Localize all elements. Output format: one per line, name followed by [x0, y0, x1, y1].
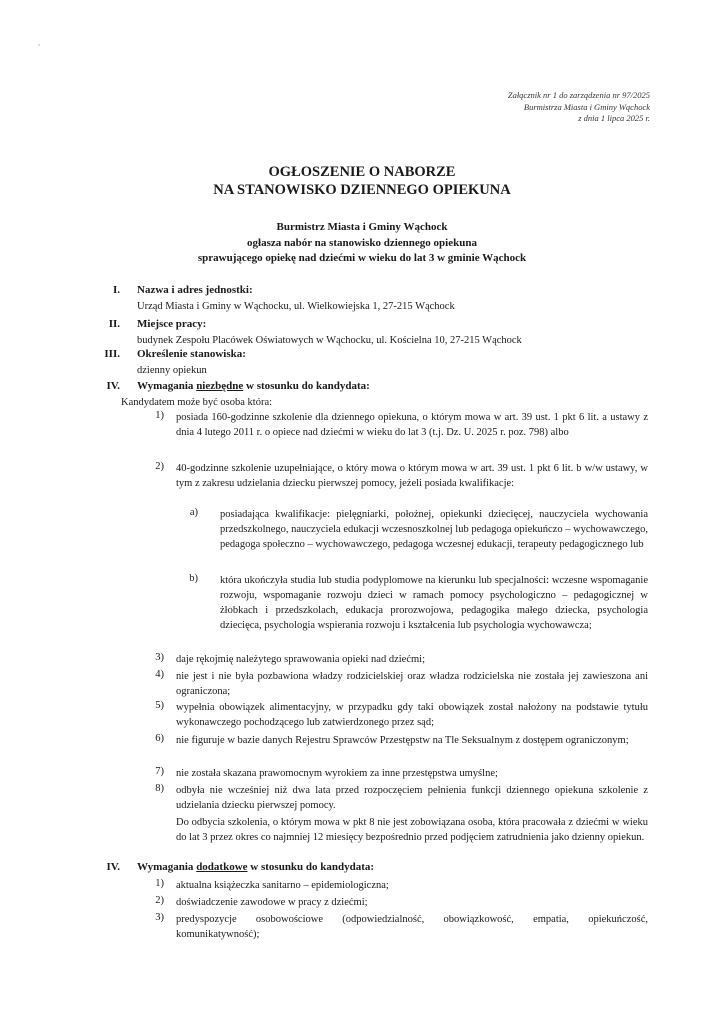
- section-1-number: I.: [112, 284, 120, 296]
- section-4-heading: [137, 380, 370, 392]
- document-title: [0, 163, 724, 199]
- req-item-7-text: nie została skazana prawomocnym wyrokiem za inne przestępstwa umyślne;: [176, 768, 498, 779]
- req-sub-b-number: b): [189, 573, 198, 584]
- section-5-heading-a: Wymagania: [137, 861, 194, 873]
- intro-line-3: sprawującego opiekę nad dziećmi w wieku do lat 3 w gminie Wąchock: [197, 252, 527, 264]
- section-3-heading: Określenie stanowiska:: [137, 348, 246, 360]
- req-item-5-number: 5): [155, 700, 164, 711]
- section-3-number: III.: [104, 348, 120, 360]
- intro-block: [0, 220, 724, 267]
- req-sub-a-number: a): [189, 507, 198, 518]
- req-item-8-text: odbyła nie wcześniej niż dwa lata przed rozpoczęciem pełnienia funkcji dziennego opiekuna szkolenie z udzielania dziecku pierwszej pomocy.: [176, 785, 648, 811]
- req-item-2-text: 40-godzinne szkolenie uzupełniające, o który mowa o którym mowa w art. 39 ust. 1 pkt 6 lit. b w/w ustawy, w tym z zakresu udzielania dziecku pierwszej pomocy, jeżeli posiada kwalifikacje:: [176, 463, 648, 489]
- extra-item-3-text: predyspozycje osobowościowe (odpowiedzialność, obowiązkowość, empatia, opiekuńczość, komunikatywność);: [176, 914, 648, 940]
- annex-stamp: [410, 90, 650, 125]
- req-sub-a-text: posiadająca kwalifikacje: pielęgniarki, położnej, opiekunki dziecięcej, nauczyciela wychowania przedszkolnego, nauczyciela edukacji wczesnoszkolnej lub pedagoga opiekuńczo – wychowawczego, pedagoga społeczno – wychowawczego, pedagoga wczesnej edukacji, terapeuty pedagogicznego lub: [220, 509, 648, 550]
- req-item-4-text: nie jest i nie była pozbawiona władzy rodzicielskiej oraz władza rodzicielska nie została jej zawieszona ani ograniczona;: [176, 671, 648, 697]
- req-item-2-number: 2): [155, 461, 164, 472]
- req-item-5-text: wypełnia obowiązek alimentacyjny, w przypadku gdy taki obowiązek został nałożony na podstawie tytułu wykonawczego pochodzącego lub zatwierdzonego przez sąd;: [176, 702, 648, 728]
- req-item-6-number: 6): [155, 733, 164, 744]
- req-item-7-number: 7): [155, 766, 164, 777]
- req-note-text: Do odbycia szkolenia, o którym mowa w pkt 8 nie jest zobowiązana osoba, która pracowała z dziećmi w wieku do lat 3 przez okres co najmniej 12 miesięcy bezpośrednio przed podjęciem zatrudnienia jako dzienny opiekun.: [176, 817, 648, 843]
- extra-item-1-number: 1): [155, 878, 164, 889]
- section-4-heading-a: Wymagania: [137, 380, 194, 392]
- req-item-3-text: daje rękojmię należytego sprawowania opieki nad dziećmi;: [176, 654, 425, 665]
- req-item-3-number: 3): [155, 652, 164, 663]
- req-sub-b-text: która ukończyła studia lub studia podyplomowe na kierunku lub specjalności: wczesne wspomaganie rozwoju, wspomaganie rozwoju dzieci w ramach pomocy psychologiczno – pedagogicznej w żłobkach i przedszkolach, edukacja prorozwojowa, pedagogika małego dziecka, psychologia dziecięca, psychologia wspierania rozwoju i kształcenia lub psychologia wychowawcza;: [220, 575, 648, 631]
- scan-mark: ,: [38, 38, 40, 47]
- req-item-1-number: 1): [155, 410, 164, 421]
- intro-line-2: ogłasza nabór na stanowisko dziennego opiekuna: [247, 236, 477, 249]
- extra-item-1-text: aktualna książeczka sanitarno – epidemiologiczna;: [176, 880, 389, 891]
- annex-line-1: Załącznik nr 1 do zarządzenia nr 97/2025: [507, 90, 650, 100]
- section-2-number: II.: [108, 318, 120, 330]
- section-2-text: budynek Zespołu Placówek Oświatowych w Wąchocku, ul. Kościelna 10, 27-215 Wąchock: [137, 335, 522, 346]
- req-item-4-number: 4): [155, 669, 164, 680]
- section-1-text: Urząd Miasta i Gminy w Wąchocku, ul. Wielkowiejska 1, 27-215 Wąchock: [137, 301, 455, 312]
- section-5-heading: [137, 861, 374, 873]
- title-line-2: NA STANOWISKO DZIENNEGO OPIEKUNA: [213, 182, 511, 198]
- section-2-heading: Miejsce pracy:: [137, 318, 207, 330]
- section-5-heading-underlined: dodatkowe: [196, 861, 248, 873]
- intro-line-1: Burmistrz Miasta i Gminy Wąchock: [276, 221, 448, 233]
- section-4-heading-underlined: niezbędne: [196, 380, 244, 392]
- section-4-lead: Kandydatem może być osoba która:: [121, 397, 273, 408]
- section-4-heading-b: w stosunku do kandydata:: [246, 380, 370, 392]
- extra-item-2-number: 2): [155, 895, 164, 906]
- annex-line-3: z dnia 1 lipca 2025 r.: [578, 113, 650, 123]
- req-item-6-text: nie figuruje w bazie danych Rejestru Sprawców Przestępstw na Tle Seksualnym z dostępem ograniczonym;: [176, 735, 629, 746]
- section-5-number: IV.: [106, 861, 120, 873]
- section-3-text: dzienny opiekun: [137, 365, 207, 376]
- extra-item-2-text: doświadczenie zawodowe w pracy z dziećmi;: [176, 897, 368, 908]
- section-4-number: IV.: [106, 380, 120, 392]
- annex-line-2: Burmistrza Miasta i Gminy Wąchock: [523, 101, 650, 112]
- section-5-heading-b: w stosunku do kandydata:: [250, 861, 375, 873]
- extra-item-3-number: 3): [155, 912, 164, 923]
- req-item-1-text: posiada 160-godzinne szkolenie dla dziennego opiekuna, o którym mowa w art. 39 ust. 1 pkt 6 lit. a ustawy z dnia 4 lutego 2011 r. o opiece nad dziećmi w wieku do lat 3 (t.j. Dz. U. 2025 r. poz. 798) albo: [176, 412, 648, 438]
- req-item-8-number: 8): [155, 783, 164, 794]
- title-line-1: OGŁOSZENIE O NABORZE: [268, 164, 456, 180]
- section-1-heading: Nazwa i adres jednostki:: [137, 284, 253, 296]
